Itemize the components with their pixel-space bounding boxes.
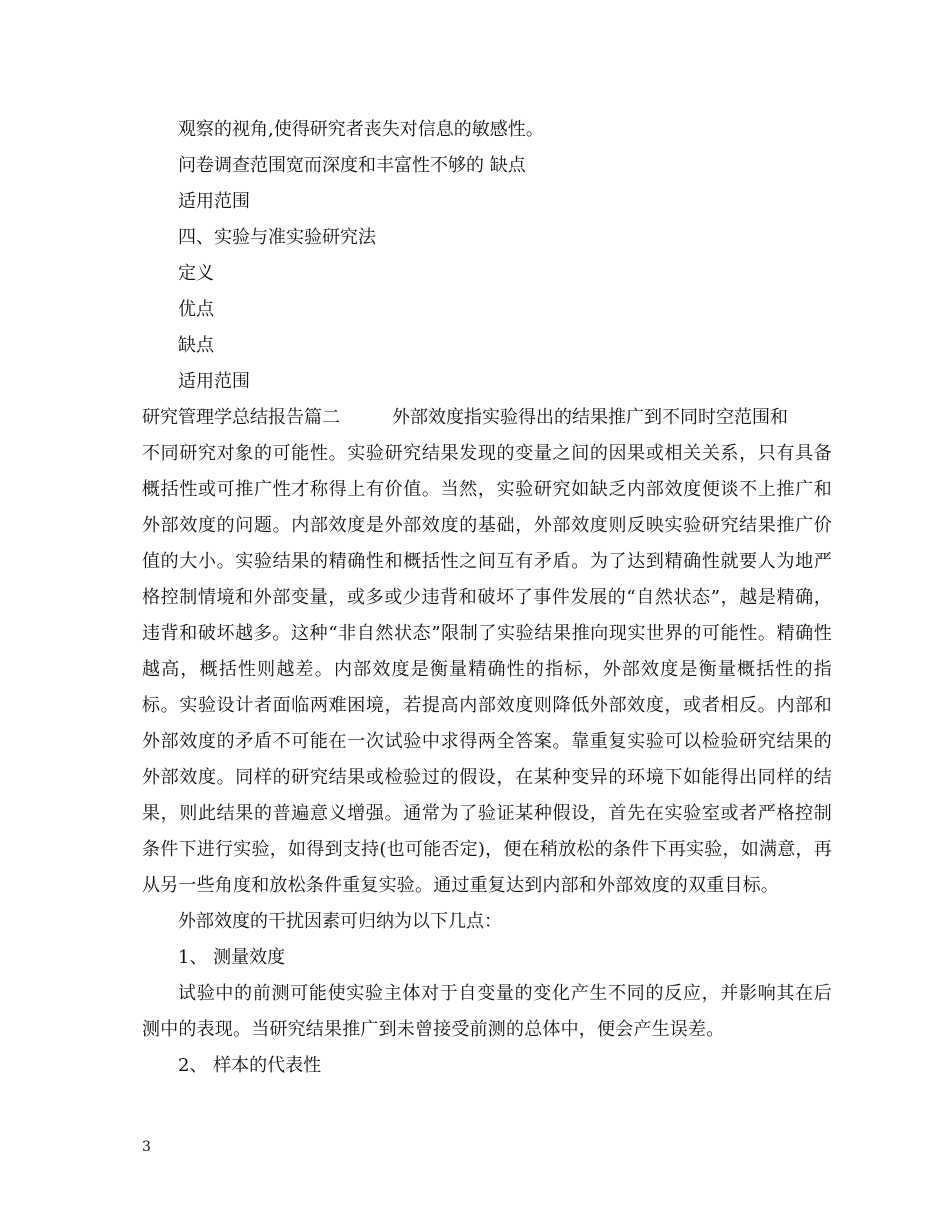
factors-intro: 外部效度的干扰因素可归纳为以下几点： — [178, 911, 502, 932]
text-line: 适用范围 — [178, 371, 250, 392]
list-item-text: 试验中的前测可能使实验主体对于自变量的变化产生不同的反应，并影响其在后测中的表现。当研究结果推广到未曾接受前测的总体中，便会产生误差。 — [142, 983, 832, 1040]
section-title: 研究管理学总结报告篇二 — [142, 407, 340, 428]
text-line: 观察的视角,使得研究者丧失对信息的敏感性。 — [178, 119, 544, 140]
list-item-title: 1、 测量效度 — [178, 947, 286, 968]
text-line: 优点 — [178, 299, 214, 320]
main-paragraph: 不同研究对象的可能性。实验研究结果发现的变量之间的因果或相关关系，只有具备概括性或可推广性才称得上有价值。当然，实验研究如缺乏内部效度便谈不上推广和外部效度的问题。内部效度是外部效度的基础，外部效度则反映实验研究结果推广价值的大小。实验结果的精确性和概括性之间互有矛盾。为了达到精确性就要人为地严格控制情境和外部变量，或多或少违背和破坏了事件发展的“自然状态”，越是精确，违背和破坏越多。这种“非自然状态”限制了实验结果推向现实世界的可能性。精确性越高，概括性则越差。内部效度是衡量精确性的指标，外部效度是衡量概括性的指标。实验设计者面临两难困境，若提高内部效度则降低外部效度，或者相反。内部和外部效度的矛盾不可能在一次试验中求得两全答案。靠重复实验可以检验研究结果的外部效度。同样的研究结果或检验过的假设，在某种变异的环境下如能得出同样的结果，则此结果的普遍意义增强。通常为了验证某种假设，首先在实验室或者严格控制条件下进行实验，如得到支持(也可能否定)，便在稍放松的条件下再实验，如满意，再从另一些角度和放松条件重复实验。通过重复达到内部和外部效度的双重目标。 — [142, 443, 832, 896]
section-heading: 四、实验与准实验研究法 — [178, 227, 376, 248]
text-line: 适用范围 — [178, 191, 250, 212]
section-first-line: 外部效度指实验得出的结果推广到不同时空范围和 — [392, 407, 788, 428]
text-line: 问卷调查范围宽而深度和丰富性不够的 缺点 — [178, 155, 526, 176]
list-item-title: 2、 样本的代表性 — [178, 1055, 322, 1076]
text-line: 缺点 — [178, 335, 214, 356]
page-number: 3 — [142, 1139, 151, 1155]
document-body — [142, 112, 832, 1084]
section-title-line — [142, 400, 832, 436]
text-line: 定义 — [178, 263, 214, 284]
